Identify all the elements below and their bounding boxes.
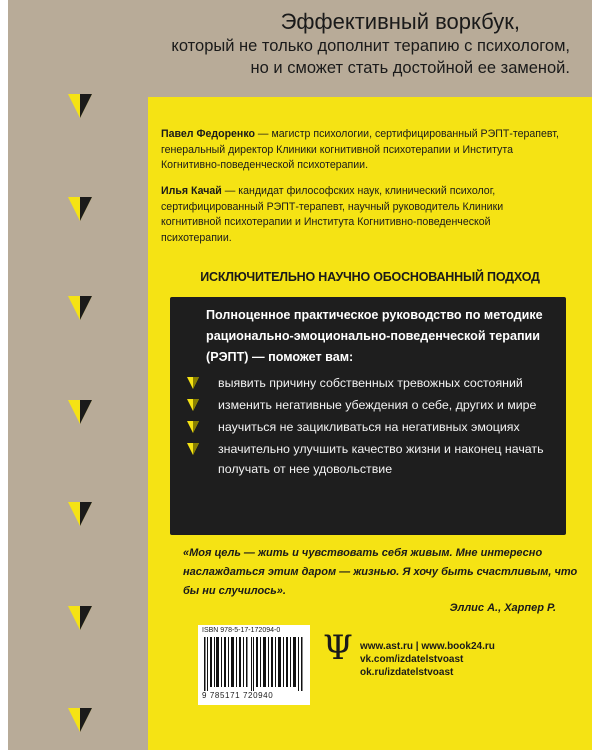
benefit-item: [186, 395, 556, 415]
benefits-intro: Полноценное практическое руководство по методике рационально-эмоционально-поведенческой терапии (РЭПТ) — поможет вам:: [206, 308, 543, 364]
headline-line-2: который не только дополнит терапию с психологом,: [171, 37, 570, 55]
headline-line-1: Эффективный воркбук,: [280, 9, 520, 34]
book-back-cover: [8, 0, 592, 750]
author-name: Илья Качай: [161, 185, 222, 197]
author-description: — магистр психологии, сертифицированный РЭПТ-терапевт, генеральный директор Клиники когнитивной психотерапии и Института Когнитивно-поведенческой психотерапии.: [161, 128, 559, 171]
benefit-text: выявить причину собственных тревожных состояний: [218, 376, 523, 390]
benefit-item: [186, 373, 556, 393]
headline-line-3: но и сможет стать достойной ее заменой.: [250, 59, 570, 77]
publisher-links: [360, 640, 495, 679]
benefit-text: изменить негативные убеждения о себе, других и мире: [218, 398, 537, 412]
yellow-panel: [148, 97, 592, 750]
check-icon: [186, 398, 200, 412]
barcode-bars-icon: [204, 637, 304, 691]
isbn-number: 9 785171 720940: [202, 691, 274, 700]
check-icon: [186, 420, 200, 434]
benefit-item: [186, 439, 556, 479]
link-line-2[interactable]: vk.com/izdatelstvoast: [360, 654, 464, 665]
benefit-text: научиться не зацикливаться на негативных эмоциях: [218, 420, 520, 434]
approach-heading: ИСКЛЮЧИТЕЛЬНО НАУЧНО ОБОСНОВАННЫЙ ПОДХОД: [200, 270, 540, 284]
quote-text: «Моя цель — жить и чувствовать себя живым. Мне интересно наслаждаться этим даром — жизнью. Я хочу быть счастливым, что бы ни случилось».: [183, 547, 578, 597]
link-line-3[interactable]: ok.ru/izdatelstvoast: [360, 667, 454, 678]
quote-author: Эллис А., Харпер Р.: [449, 602, 556, 614]
benefit-item: [186, 417, 556, 437]
triangle-marker-icon: [66, 92, 94, 120]
triangle-marker-icon: [66, 604, 94, 632]
check-icon: [186, 376, 200, 390]
check-icon: [186, 442, 200, 456]
triangle-marker-icon: [66, 195, 94, 223]
publisher-logo: Ψ: [323, 628, 353, 668]
isbn-label: ISBN 978-5-17-172094-0: [202, 627, 281, 634]
author-bio-1: [161, 127, 561, 174]
author-bio-2: [161, 184, 561, 246]
triangle-marker-icon: [66, 706, 94, 734]
link-line-1[interactable]: www.ast.ru | www.book24.ru: [360, 641, 495, 652]
benefits-box: [170, 297, 566, 535]
triangle-marker-icon: [66, 500, 94, 528]
barcode: [198, 625, 310, 705]
benefit-text: значительно улучшить качество жизни и наконец начать получать от нее удовольствие: [218, 442, 544, 476]
triangle-marker-icon: [66, 398, 94, 426]
author-name: Павел Федоренко: [161, 128, 255, 140]
author-description: — кандидат философских наук, клинический психолог, сертифицированный РЭПТ-терапевт, научный руководитель Клиники когнитивной психотерапии и Института Когнитивно-поведенческой психотерапии.: [161, 185, 504, 244]
headline: [10, 8, 570, 79]
triangle-marker-icon: [66, 294, 94, 322]
